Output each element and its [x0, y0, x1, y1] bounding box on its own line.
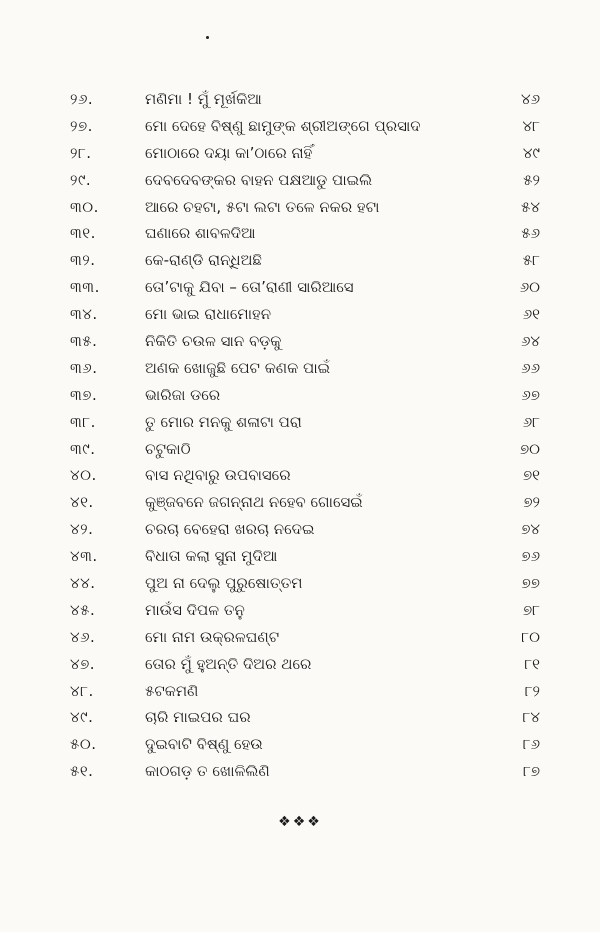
ink-speck: [206, 36, 209, 39]
entry-title: ପୁଅ ନା ଦେଲୁ ପୁରୁଷୋତ୍ତମ: [145, 574, 303, 593]
entry-title: ବାସ ନଥିବାରୁ ଉପବାସରେ: [145, 466, 291, 485]
entry-title: ମୋ ନାମ ଉକ୍ରଳଘଣ୍ଟ: [145, 627, 280, 646]
entry-title: ଚଟୁକାଠି: [145, 439, 191, 458]
entry-number: ୪୫.: [70, 600, 96, 619]
toc-entry: [0, 733, 600, 760]
entry-title: ତୋର ମୁଁ ହୁଅନ୍ତି ଦିଅର ଥରେ: [145, 654, 312, 673]
entry-page-number: ୬୦: [519, 278, 540, 297]
toc-entry: [0, 491, 600, 518]
table-of-contents: [0, 88, 600, 787]
toc-entry: [0, 115, 600, 142]
toc-entry: [0, 88, 600, 115]
toc-entry: [0, 330, 600, 357]
entry-number: ୩୧.: [70, 224, 96, 243]
entry-page-number: ୮୧: [524, 654, 540, 673]
entry-page-number: ୮୬: [522, 735, 540, 754]
entry-page-number: ୭୬: [521, 547, 540, 566]
toc-entry: [0, 169, 600, 196]
entry-number: ୫୦.: [70, 735, 97, 754]
entry-page-number: ୪୬: [520, 90, 540, 108]
entry-number: ୪୦.: [70, 466, 97, 485]
entry-number: ୪୬.: [70, 627, 96, 646]
toc-entry: [0, 276, 600, 303]
entry-number: ୩୦.: [70, 197, 99, 216]
entry-number: ୫୧.: [70, 762, 94, 781]
entry-title: ମାଉଁସ ଦିପଳ ତନୁ: [145, 600, 245, 619]
entry-page-number: ୪୯: [522, 143, 540, 162]
entry-page-number: ୮୨: [524, 681, 540, 700]
entry-title: ଅଣକ ଖୋଜୁଛି ପେଟ କଣକ ପାଇଁ: [145, 358, 331, 377]
toc-entry: [0, 599, 600, 626]
end-ornament: ❖❖❖: [278, 814, 322, 830]
entry-title: ନିକିତି ଚଉଳ ସାନ ବଡ଼କୁ: [145, 332, 282, 351]
entry-title: ତୁ ମୋର ମନକୁ ଶଳାଟା ପରା: [145, 412, 302, 431]
entry-page-number: ୬୧: [522, 305, 540, 324]
entry-title: ଦୁଇବାଟି ବିଷ୍ଣୁ ହେଉ: [145, 735, 263, 754]
toc-entry: [0, 464, 600, 491]
toc-entry: [0, 760, 600, 787]
entry-title: ମୋ ଭାଇ ରାଧାମୋହନ: [145, 305, 272, 324]
entry-number: ୨୭.: [70, 116, 93, 135]
entry-number: ୩୮.: [70, 412, 96, 431]
entry-title: କେ-ରାଣ୍ଡି ରାନ୍ଧିଅଛି: [145, 251, 262, 270]
entry-title: ମୋ ଦେହେ ବିଷ୍ଣୁ ଛାମୁଙ୍କ ଶ୍ରୀଅଙ୍ଗେ ପ୍ରସାଦ: [145, 116, 421, 135]
toc-entry: [0, 357, 600, 384]
toc-entry: [0, 142, 600, 169]
entry-title: ଚାରି ମାଇପର ଘର: [145, 708, 251, 727]
entry-title: ବିଧାତା କଲା ସୁନା ମୁଦିଆ: [145, 547, 278, 566]
entry-number: ୪୯.: [70, 708, 94, 727]
toc-entry: [0, 626, 600, 653]
entry-number: ୪୧.: [70, 493, 94, 512]
entry-title: ଆରେ ଚହଟା, ୫ଟା ଲଟା ତଳେ ନକର ହଟା: [145, 197, 380, 216]
toc-entry: [0, 411, 600, 438]
toc-entry: [0, 518, 600, 545]
entry-number: ୪୭.: [70, 654, 96, 673]
entry-number: ୪୮.: [70, 681, 94, 700]
toc-entry: [0, 545, 600, 572]
entry-page-number: ୬୬: [521, 358, 540, 377]
entry-number: ୩୫.: [70, 332, 98, 351]
toc-entry: [0, 303, 600, 330]
toc-entry: [0, 653, 600, 680]
entry-title: ମଣିମା ! ମୁଁ ମୂର୍ଖକିଆ: [145, 90, 262, 108]
toc-entry: [0, 572, 600, 599]
entry-title: ଚରଚା ବେହେରା ଖରଚା ନଦେଇ: [145, 520, 315, 539]
entry-title: ତୋ’ଟାକୁ ଯିବା – ତୋ’ରାଣୀ ସାରିଆସେ: [145, 278, 354, 297]
entry-number: ୪୨.: [70, 520, 94, 539]
toc-entry: [0, 384, 600, 411]
toc-entry: [0, 222, 600, 249]
entry-page-number: ୪୮: [522, 116, 540, 135]
entry-title: ଭାରିଜା ଡରେ: [145, 385, 221, 404]
entry-page-number: ୭୮: [522, 600, 540, 619]
entry-number: ୩୭.: [70, 385, 98, 404]
entry-number: ୨୯.: [70, 170, 92, 189]
entry-page-number: ୬୮: [522, 412, 540, 431]
entry-title: ଦେବଦେବଙ୍କର ବାହନ ପକ୍ଷଆଡୁ ପାଇଲି: [145, 170, 373, 189]
entry-title: ୫ଟକମଣି: [145, 681, 199, 700]
entry-page-number: ୭୨: [523, 493, 540, 512]
entry-number: ୩୯.: [70, 439, 96, 458]
toc-entry: [0, 249, 600, 276]
entry-number: ୪୪.: [70, 574, 96, 593]
entry-page-number: ୫୨: [523, 170, 540, 189]
entry-page-number: ୭୪: [521, 520, 540, 539]
toc-entry: [0, 196, 600, 223]
toc-entry: [0, 438, 600, 465]
entry-page-number: ୭୦: [519, 439, 540, 458]
entry-page-number: ୬୭: [521, 385, 540, 404]
entry-number: ୪୩.: [70, 547, 98, 566]
entry-page-number: ୭୭: [521, 574, 540, 593]
toc-entry: [0, 680, 600, 707]
entry-page-number: ୫୮: [522, 251, 540, 270]
entry-page-number: ୫୪: [521, 197, 540, 216]
entry-title: ଘଣାରେ ଶାବଳଦିଆ: [145, 224, 256, 243]
entry-page-number: ୮୦: [521, 627, 540, 646]
entry-title: ମୋଠାରେ ଦୟା କା’ଠାରେ ନାହିଁ: [145, 143, 313, 162]
entry-number: ୩୪.: [70, 305, 98, 324]
entry-number: ୩୨.: [70, 251, 96, 270]
entry-number: ୨୮.: [70, 143, 92, 162]
entry-number: ୩୬.: [70, 358, 98, 377]
entry-number: ୨୬.: [70, 90, 94, 108]
toc-entry: [0, 706, 600, 733]
entry-page-number: ୭୧: [523, 466, 540, 485]
entry-page-number: ୫୬: [521, 224, 540, 243]
entry-page-number: ୮୭: [522, 762, 540, 781]
entry-title: କୁଞ୍ଜବନେ ଜଗନ୍ନାଥ ନହେବ ଗୋସେଇଁ: [145, 493, 363, 512]
entry-page-number: ୬୪: [520, 332, 540, 351]
entry-title: କାଠଗଡ଼ ତ ଖୋଳିଲିଣି: [145, 762, 270, 781]
entry-page-number: ୮୪: [522, 708, 540, 727]
entry-number: ୩୩.: [70, 278, 100, 297]
